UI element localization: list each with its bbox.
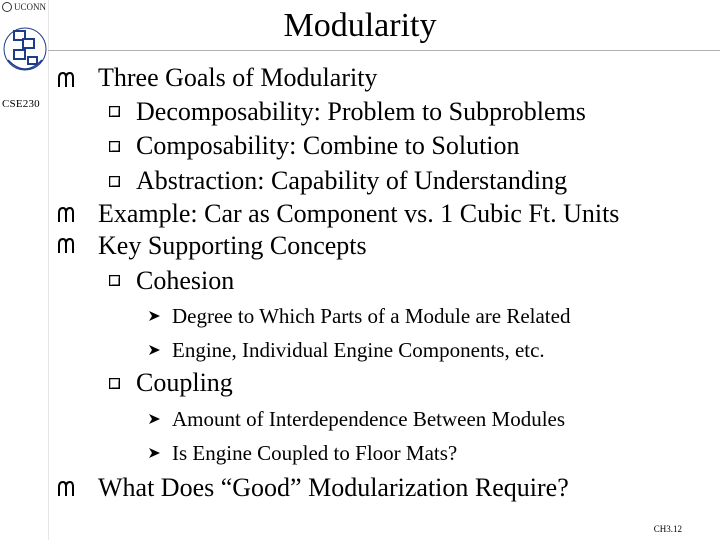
slide-title: Modularity [283,7,437,44]
bullet-interdependence: Amount of Interdependence Between Modules [172,407,566,431]
title-divider [48,50,720,51]
bullet-composability: Composability: Combine to Solution [136,131,520,160]
arrow-bullet-icon [148,412,162,426]
bullet-square-icon [109,176,120,187]
bullet-good-modularization: What Does “Good” Modularization Require? [98,473,569,502]
arrow-bullet-icon [148,309,162,323]
bullet-square-icon [109,106,120,117]
bullet-square-icon [109,378,120,389]
page-reference: CH3.12 [653,524,682,534]
bullet-coupling: Coupling [136,368,233,397]
bullet-degree-related: Degree to Which Parts of a Module are Related [172,304,571,328]
bullet-abstraction: Abstraction: Capability of Understanding [136,166,568,195]
bullet-square-icon [109,141,120,152]
bullet-m-icon [58,72,74,88]
course-code: CSE230 [2,98,40,110]
bullet-m-icon [58,207,74,223]
arrow-bullet-icon [148,343,162,357]
arrow-bullet-icon [148,446,162,460]
bullet-floor-mats: Is Engine Coupled to Floor Mats? [172,441,458,465]
bullet-m-icon [58,238,74,254]
bullet-key-concepts: Key Supporting Concepts [98,231,367,260]
bullet-example-car: Example: Car as Component vs. 1 Cubic Ft. Units [98,199,620,228]
sidebar [0,0,49,540]
bullet-three-goals: Three Goals of Modularity [98,63,378,92]
bullet-m-icon [58,481,74,497]
university-name: UCONN [14,2,47,12]
bullet-cohesion: Cohesion [136,266,235,295]
bullet-square-icon [109,275,120,286]
bullet-engine-components: Engine, Individual Engine Components, etc. [172,338,545,362]
bullet-decomposability: Decomposability: Problem to Subproblems [136,97,586,126]
